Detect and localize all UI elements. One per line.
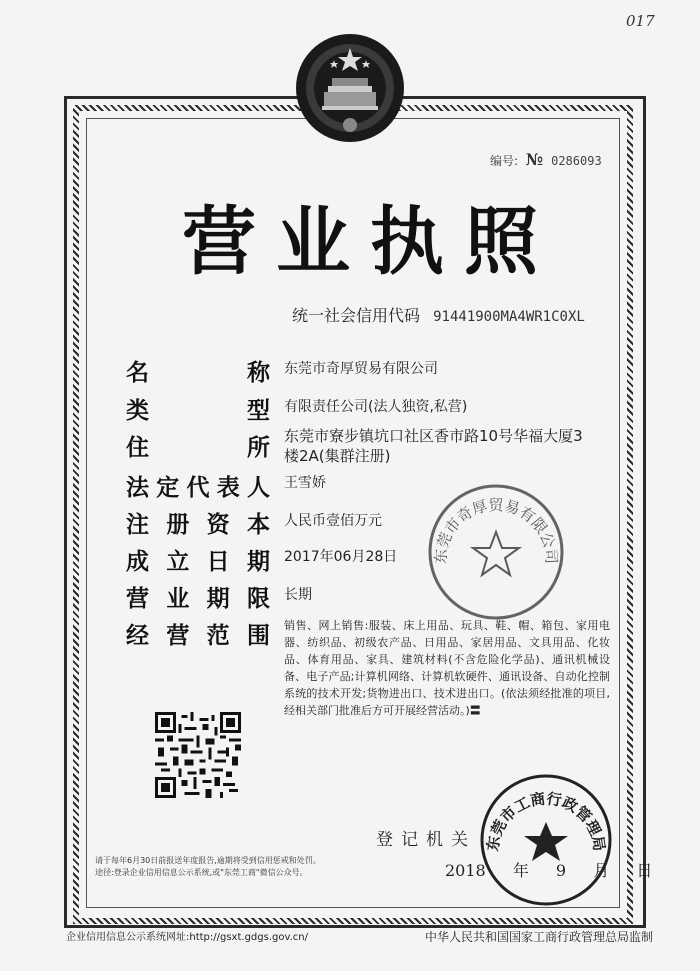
field-value-scope: 销售、网上销售:服装、床上用品、玩具、鞋、帽、箱包、家用电器、纺织品、初级农产品、日用品、家居用品、文具用品、化妆品、体育用品、家具、建筑材料(不含危险化学品)、通讯机械设备、电子产品;计算机网络、计算机软硬件、通讯设备、自动化控制系统的技术开发;货物进出口、技术进出口。(依法须经批准的项目,经相关部门批准后方可开展经营活动。)〓	[284, 619, 610, 717]
certificate-title: 营业执照	[182, 199, 558, 285]
credit-code-label: 统一社会信用代码	[292, 306, 421, 325]
field-value-term: 长期	[284, 587, 312, 603]
field-label-type: 类 型	[126, 397, 270, 424]
serial-label: 编号:	[490, 154, 519, 168]
field-label-name: 名 称	[126, 359, 270, 386]
footer-website: 企业信用信息公示系统网址:http://gsxt.gdgs.gov.cn/	[66, 932, 309, 943]
issue-date	[445, 858, 674, 881]
issue-year-char: 年	[512, 861, 529, 880]
company-seal	[424, 480, 568, 624]
issue-month-char: 月	[593, 861, 610, 880]
authority-seal	[476, 770, 616, 910]
issue-year: 2018	[445, 861, 486, 880]
field-value-capital: 人民币壹佰万元	[284, 513, 382, 529]
field-label-address: 住 所	[126, 434, 270, 461]
field-value-address: 东莞市寮步镇坑口社区香市路10号华福大厦3 楼2A(集群注册)	[284, 427, 583, 465]
national-emblem-icon	[292, 30, 408, 146]
field-label-term: 营 业 期 限	[126, 585, 270, 612]
svg-text:东莞市工商行政管理局: 东莞市工商行政管理局	[483, 789, 609, 853]
serial-number	[490, 150, 602, 169]
serial-value: 0286093	[551, 154, 602, 168]
field-label-scope: 经 营 范 围	[126, 622, 270, 649]
handwritten-note: 017	[626, 12, 655, 30]
issue-day-char: 日	[636, 861, 653, 880]
qr-code	[155, 712, 241, 798]
field-value-legal-rep: 王雪娇	[284, 475, 326, 491]
issue-month: 9	[555, 861, 567, 880]
svg-text:东莞市奇厚贸易有限公司: 东莞市奇厚贸易有限公司	[431, 496, 561, 565]
field-value-established: 2017年06月28日	[284, 549, 398, 565]
numero-sign: №	[525, 150, 544, 169]
field-label-capital: 注 册 资 本	[126, 511, 270, 538]
credit-code-value: 91441900MA4WR1C0XL	[433, 309, 585, 325]
field-label-legal-rep: 法 定 代 表 人	[126, 474, 270, 501]
annual-report-notice: 请于每年6月30日前报送年度报告,逾期将受到信用惩戒和处罚。 途径:登录企业信用信息公示系统,或"东莞工商"微信公众号。	[95, 856, 321, 877]
credit-code	[292, 303, 585, 326]
field-value-name: 东莞市奇厚贸易有限公司	[284, 361, 438, 377]
field-value-type: 有限责任公司(法人独资,私营)	[284, 399, 468, 415]
registrar-label: 登记机关	[376, 830, 476, 850]
footer-issuer: 中华人民共和国国家工商行政管理总局监制	[425, 930, 654, 944]
field-label-established: 成 立 日 期	[126, 548, 270, 575]
